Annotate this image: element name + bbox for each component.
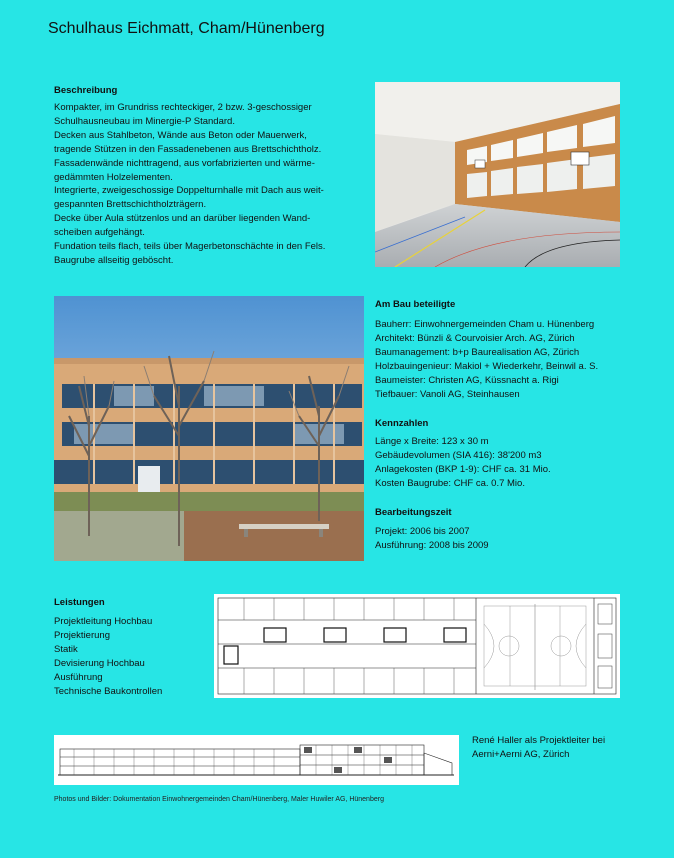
text-line: tragende Stützen in den Fassadenebenen aus Brettschichtholz. xyxy=(54,143,322,155)
text-line: Kompakter, im Grundriss rechteckiger, 2 bzw. 3-geschossiger xyxy=(54,102,312,113)
text-line: Projekt: 2006 bis 2007 xyxy=(375,526,470,537)
page-title: Schulhaus Eichmatt, Cham/Hünenberg xyxy=(48,20,325,37)
text-line: Holzbauingenieur: Makiol + Wiederkehr, Beinwil a. S. xyxy=(375,360,599,372)
text-line: Fassadenwände nichttragend, aus vorfabrizierten und wärme- xyxy=(54,157,315,169)
text-line: Tiefbauer: Vanoli AG, Steinhausen xyxy=(375,388,520,400)
text-line: Fundation teils flach, teils über Magerbetonschächte in den Fels. xyxy=(54,241,326,253)
text-line: René Haller als Projektleiter bei xyxy=(472,735,606,746)
bearbeitungszeit-heading: Bearbeitungszeit xyxy=(375,507,452,518)
text-line: Decken aus Stahlbeton, Wände aus Beton oder Mauerwerk, xyxy=(54,129,307,141)
list-item: Devisierung Hochbau xyxy=(54,657,145,669)
text-line: Schulhausneubau im Minergie-P Standard. xyxy=(54,115,235,127)
list-item: Technische Baukontrollen xyxy=(54,685,163,697)
text-line: Bauherr: Einwohnergemeinden Cham u. Hünenberg xyxy=(375,319,595,330)
projektleiter-text xyxy=(472,734,605,762)
text-line: Länge x Breite: 123 x 30 m xyxy=(375,436,489,447)
text-line: Architekt: Bünzli & Courvoisier Arch. AG, Zürich xyxy=(375,332,575,344)
kennzahlen-text xyxy=(375,435,551,491)
beschreibung-text xyxy=(54,101,325,268)
floor-plan-drawing xyxy=(214,594,620,698)
text-line: gedämmten Holzelementen. xyxy=(54,171,173,183)
leistungen-heading: Leistungen xyxy=(54,597,105,608)
beteiligte-text xyxy=(375,318,598,401)
text-line: scheiben aufgehängt. xyxy=(54,227,145,239)
text-line: Aerni+Aerni AG, Zürich xyxy=(472,748,570,760)
beteiligte-heading: Am Bau beteiligte xyxy=(375,299,456,310)
text-line: Integrierte, zweigeschossige Doppelturnhalle mit Dach aus weit- xyxy=(54,185,324,197)
bearbeitungszeit-text xyxy=(375,525,489,553)
leistungen-list xyxy=(54,615,162,698)
text-line: Baugrube allseitig geböscht. xyxy=(54,254,174,266)
text-line: Ausführung: 2008 bis 2009 xyxy=(375,539,489,551)
list-item: Projektleitung Hochbau xyxy=(54,616,153,627)
beschreibung-heading: Beschreibung xyxy=(54,85,118,96)
text-line: Baumanagement: b+p Baurealisation AG, Zürich xyxy=(375,346,580,358)
text-line: Gebäudevolumen (SIA 416): 38'200 m3 xyxy=(375,449,542,461)
list-item: Statik xyxy=(54,643,78,655)
photo-credits: Photos und Bilder: Dokumentation Einwohnergemeinden Cham/Hünenberg, Maler Huwiler AG, Hünenberg xyxy=(54,796,384,803)
building-facade-photo xyxy=(54,296,364,561)
text-line: Anlagekosten (BKP 1-9): CHF ca. 31 Mio. xyxy=(375,463,551,475)
text-line: Decke über Aula stützenlos und an darüber liegenden Wand- xyxy=(54,213,311,225)
text-line: Kosten Baugrube: CHF ca. 0.7 Mio. xyxy=(375,477,525,489)
text-line: gespannten Brettschichtholzträgern. xyxy=(54,199,207,211)
list-item: Projektierung xyxy=(54,629,110,641)
text-line: Baumeister: Christen AG, Küssnacht a. Rigi xyxy=(375,374,559,386)
list-item: Ausführung xyxy=(54,671,103,683)
gym-interior-photo xyxy=(375,82,620,267)
kennzahlen-heading: Kennzahlen xyxy=(375,418,429,429)
section-drawing xyxy=(54,735,459,785)
